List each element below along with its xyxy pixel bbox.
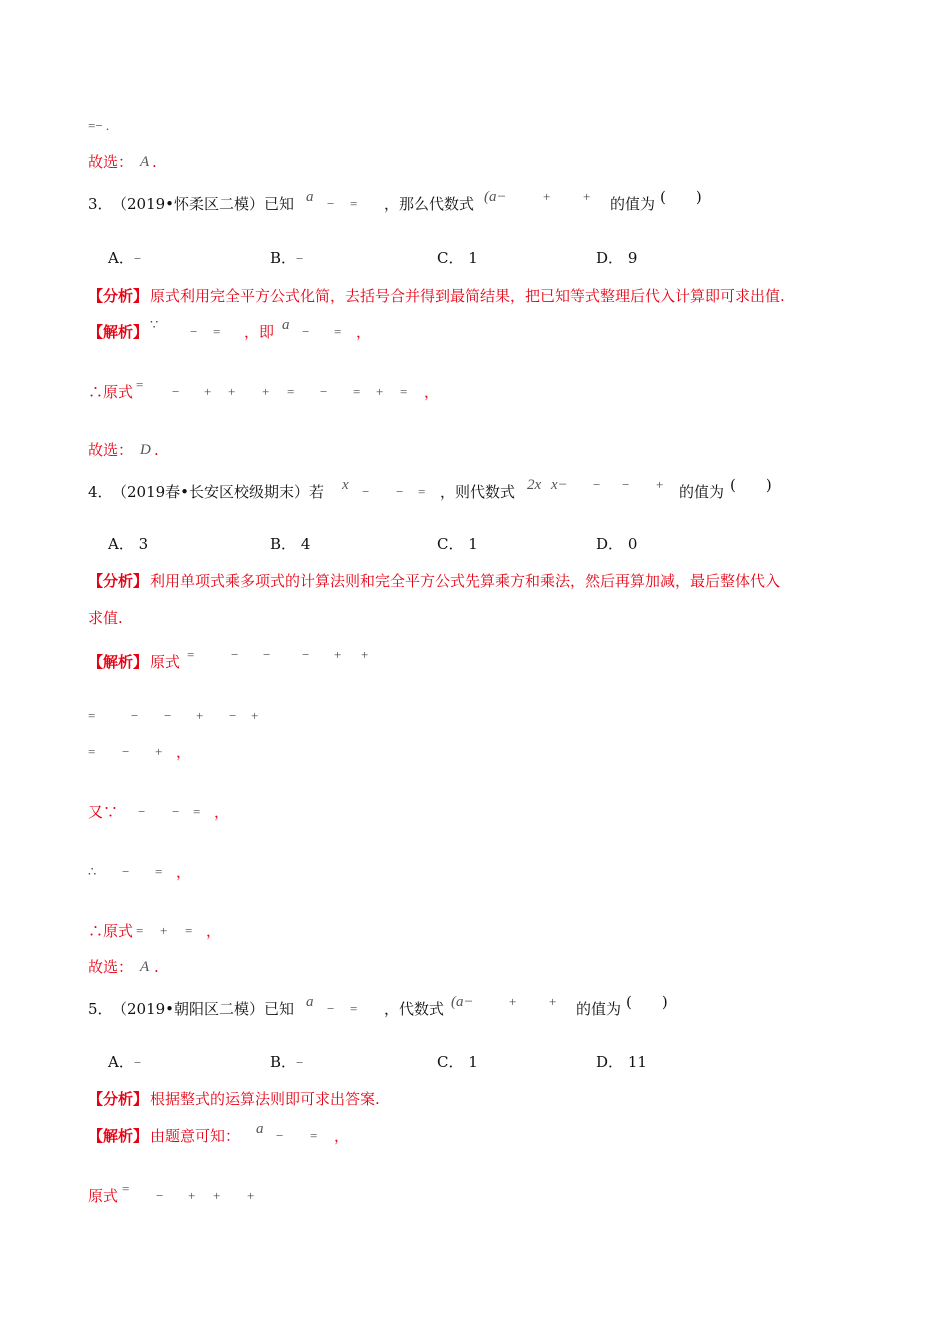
option-value: 3 — [138, 535, 149, 553]
q3-stem — [0, 188, 950, 216]
option-label: B． — [270, 1053, 297, 1071]
result-op: + — [160, 923, 168, 938]
therefore-comma: ， — [424, 383, 440, 401]
q5-option-c[interactable] — [437, 1050, 478, 1074]
option-value: 1 — [468, 535, 478, 553]
q4-source: （2019春•长安区校级期末）若 — [112, 483, 325, 501]
q4-options — [0, 532, 950, 556]
solution-op: = — [213, 324, 221, 339]
solution-a: a — [282, 317, 290, 333]
q4-therefore — [0, 860, 950, 884]
solution-op: − — [231, 647, 239, 662]
q3-therefore — [0, 377, 950, 404]
analysis-tag: 【分析】 — [88, 572, 149, 590]
q3-given-a: a — [306, 189, 314, 205]
therefore-op: − — [320, 384, 328, 399]
solution-text: 由题意可知： — [150, 1127, 241, 1145]
therefore-op: = — [353, 384, 361, 399]
analysis-text: 原式利用完全平方公式化简，去括号合并得到最简结果，把已知等式整理后代入计算即可求出值. — [150, 287, 785, 305]
q3-answer-paren: ( ) — [660, 188, 702, 206]
q4-option-a[interactable] — [108, 532, 148, 556]
solution-op: = — [334, 324, 342, 339]
q3-number: 3． — [88, 195, 113, 213]
prev-answer-letter: A — [140, 154, 150, 170]
q3-option-d[interactable] — [596, 246, 637, 270]
q5-option-a[interactable] — [108, 1050, 141, 1075]
q4-expr-op: − — [622, 477, 630, 492]
answer-label: 故选： — [88, 441, 134, 459]
therefore-op: = — [136, 377, 144, 392]
analysis-tag: 【分析】 — [88, 1090, 149, 1108]
option-value: 1 — [468, 249, 478, 267]
option-label: C． — [437, 249, 464, 267]
q4-given-op: − — [396, 484, 404, 499]
q3-tail: 的值为 — [610, 195, 656, 213]
option-value: 4 — [300, 535, 311, 553]
result-comma: ， — [206, 922, 222, 940]
q4-given-op: = — [418, 484, 426, 499]
option-value: − — [296, 251, 304, 266]
therefore-op: = — [155, 864, 163, 879]
solution-op: − — [263, 647, 271, 662]
option-label: A． — [108, 249, 134, 267]
q4-solution — [0, 647, 950, 674]
q4-option-c[interactable] — [437, 532, 478, 556]
therefore-op: + — [204, 384, 212, 399]
q3-expr-op: + — [543, 189, 551, 204]
q4-analysis — [0, 569, 950, 593]
q5-stem — [0, 993, 950, 1021]
step-op: − — [164, 708, 172, 723]
therefore-op: − — [172, 384, 180, 399]
therefore-op: = — [400, 384, 408, 399]
result-label: 原式 — [88, 1187, 119, 1205]
analysis-tag: 【分析】 — [88, 287, 149, 305]
solution-a: a — [256, 1121, 264, 1137]
q5-tail: 的值为 — [576, 1000, 622, 1018]
therefore-op: + — [376, 384, 384, 399]
q4-step-3 — [0, 740, 950, 764]
q5-number: 5． — [88, 1000, 113, 1018]
answer-letter: D — [140, 442, 151, 458]
q3-option-c[interactable] — [437, 246, 478, 270]
therefore-op: + — [262, 384, 270, 399]
analysis-text-cont: 求值. — [88, 609, 123, 627]
also-comma: ， — [214, 803, 230, 821]
option-value: − — [133, 1055, 142, 1070]
q3-solution — [0, 317, 950, 344]
q5-given-op: = — [350, 1001, 358, 1016]
q4-step-2 — [0, 704, 950, 728]
q4-option-d[interactable] — [596, 532, 637, 556]
result-op: − — [156, 1188, 164, 1203]
q3-options — [0, 246, 950, 270]
step-op: + — [155, 744, 163, 759]
step-comma: ， — [176, 743, 192, 761]
q5-option-d[interactable] — [596, 1050, 647, 1074]
q3-analysis — [0, 284, 950, 308]
solution-op: = — [310, 1128, 318, 1143]
therefore-op: − — [122, 864, 130, 879]
solution-op: + — [361, 647, 369, 662]
step-op: − — [229, 708, 237, 723]
q3-given-op: = — [350, 196, 358, 211]
solution-op: = — [187, 647, 195, 662]
q4-stem — [0, 476, 950, 504]
answer-letter: A — [140, 959, 150, 975]
step-op: + — [196, 708, 204, 723]
option-label: D． — [596, 1053, 624, 1071]
q4-given-x: x — [342, 477, 349, 493]
option-value: 1 — [468, 1053, 478, 1071]
step-op: + — [251, 708, 259, 723]
answer-label: 故选： — [88, 958, 134, 976]
q4-tail: 的值为 — [679, 483, 725, 501]
q4-analysis-cont — [0, 606, 950, 630]
q3-option-a[interactable] — [108, 246, 141, 271]
q5-options — [0, 1050, 950, 1074]
option-label: C． — [437, 535, 464, 553]
q4-number: 4． — [88, 483, 113, 501]
q4-option-b[interactable] — [270, 532, 310, 556]
q4-answer-line — [0, 955, 950, 979]
q3-option-b[interactable] — [270, 246, 303, 271]
therefore-symbol: ∴ — [88, 864, 97, 879]
solution-comma: ， — [356, 323, 372, 341]
q4-answer-paren: ( ) — [730, 476, 772, 494]
q5-result — [0, 1181, 950, 1208]
step-op: = — [88, 708, 96, 723]
solution-comma: ， — [334, 1127, 350, 1145]
q5-expr-op: + — [549, 994, 557, 1009]
option-label: D． — [596, 249, 624, 267]
prev-answer-period: . — [152, 153, 157, 171]
option-value: 9 — [627, 249, 638, 267]
therefore-op: + — [228, 384, 236, 399]
result-label: ∴原式 — [88, 922, 134, 940]
option-value: − — [296, 1055, 304, 1070]
q4-expr-op: + — [656, 477, 664, 492]
result-op: + — [247, 1188, 255, 1203]
also-label: 又∵ — [88, 803, 119, 821]
q3-source: （2019•怀柔区二模）已知 — [112, 195, 295, 213]
q3-expr-op: + — [583, 189, 591, 204]
q5-source: （2019•朝阳区二模）已知 — [112, 1000, 295, 1018]
q4-given-op: − — [362, 484, 370, 499]
q5-expr-head: (a− — [451, 994, 474, 1010]
option-value: − — [133, 251, 142, 266]
q4-mid-text: ，则代数式 — [440, 483, 516, 501]
option-label: B． — [270, 249, 297, 267]
q3-answer-line — [0, 438, 950, 462]
solution-ji: ，即 — [244, 323, 275, 341]
solution-op: − — [302, 647, 310, 662]
because-symbol: ∵ — [150, 317, 159, 332]
q4-also — [0, 800, 950, 824]
solution-op: + — [334, 647, 342, 662]
option-label: D． — [596, 535, 624, 553]
q5-analysis — [0, 1087, 950, 1111]
therefore-op: = — [287, 384, 295, 399]
therefore-comma: ， — [176, 863, 192, 881]
q5-given-op: − — [327, 1001, 335, 1016]
q4-expr-x: x− — [551, 477, 568, 493]
q4-expr-op: − — [593, 477, 601, 492]
analysis-text: 根据整式的运算法则即可求出答案. — [150, 1090, 380, 1108]
option-label: B． — [270, 535, 297, 553]
q4-expr-head: 2x — [527, 477, 542, 493]
option-label: C． — [437, 1053, 464, 1071]
step-op: − — [131, 708, 139, 723]
solution-tag: 【解析】 — [88, 323, 149, 341]
q4-result — [0, 919, 950, 943]
analysis-text: 利用单项式乘多项式的计算法则和完全平方公式先算乘方和乘法，然后再算加减，最后整体代入 — [150, 572, 781, 590]
prev-eq-text: =− . — [88, 118, 110, 133]
q5-option-b[interactable] — [270, 1050, 303, 1075]
solution-tag: 【解析】 — [88, 653, 149, 671]
result-op: = — [122, 1181, 130, 1196]
step-op: − — [122, 744, 130, 759]
q5-answer-paren: ( ) — [626, 993, 668, 1011]
q5-solution — [0, 1121, 950, 1148]
prev-answer-line — [0, 150, 950, 174]
solution-tag: 【解析】 — [88, 1127, 149, 1145]
solution-label: 原式 — [150, 653, 181, 671]
result-op: + — [213, 1188, 221, 1203]
result-op: = — [136, 923, 144, 938]
also-op: − — [172, 804, 180, 819]
solution-op: − — [302, 324, 310, 339]
q5-expr-op: + — [509, 994, 517, 1009]
prev-eq-line — [0, 114, 950, 138]
q5-given-a: a — [306, 994, 314, 1010]
also-op: − — [138, 804, 146, 819]
solution-op: − — [190, 324, 198, 339]
therefore-label: ∴原式 — [88, 383, 134, 401]
q3-mid-text: ，那么代数式 — [384, 195, 475, 213]
option-label: A． — [108, 535, 134, 553]
answer-period: . — [154, 958, 159, 976]
option-value: 11 — [627, 1053, 647, 1071]
step-op: = — [88, 744, 96, 759]
option-value: 0 — [627, 535, 638, 553]
prev-answer-label: 故选： — [88, 153, 134, 171]
q3-given-op: − — [327, 196, 335, 211]
also-op: = — [193, 804, 201, 819]
option-label: A． — [108, 1053, 134, 1071]
answer-period: . — [154, 441, 159, 459]
q3-expr-head: (a− — [484, 189, 507, 205]
q5-mid-text: ，代数式 — [384, 1000, 445, 1018]
result-op: = — [185, 923, 193, 938]
solution-op: − — [276, 1128, 284, 1143]
result-op: + — [188, 1188, 196, 1203]
